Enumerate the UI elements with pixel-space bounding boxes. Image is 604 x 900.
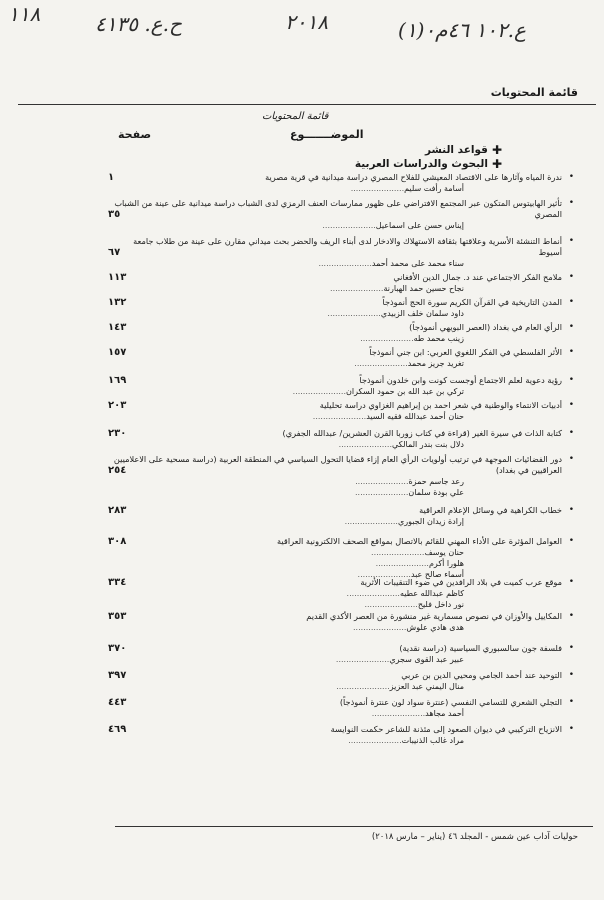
entry-page-number: ١١٣ (108, 272, 127, 283)
entry-author: سناء محمد على محمد أحمد..................... (318, 259, 464, 268)
toc-entry (108, 643, 574, 665)
entry-page-number: ٢٥٤ (108, 465, 127, 476)
bullet-icon: • (568, 400, 574, 410)
handwritten-reference: (١)ع.١٠٢ ٤٦م٠ (398, 18, 526, 42)
toc-entry (108, 198, 574, 231)
entry-title: • موقع عرب كميت في بلاد الرافدين في ضوء التنقيبات الأثرية (360, 577, 574, 587)
entry-page-number: ١٣٢ (108, 297, 127, 308)
entry-title: • تأثير الهابيتوس المتكون عبر المجتمع الافتراضي على ظهور ممارسات العنف الرمزي لدى الشباب دراسة ميدانية على عينة من الشباب المصري (114, 198, 574, 219)
entry-author: مراد غالب الذنيبات..................... (348, 736, 464, 745)
bullet-icon: • (568, 236, 574, 246)
bullet-icon: • (568, 198, 574, 208)
entry-author: كاظم عبدالله عطيه..................... (346, 589, 464, 598)
entry-title: • المكاييل والأوزان في نصوص مسمارية غير منشورة من العصر الأكدي القديم (306, 611, 574, 621)
entry-author: إرادة زيدان الجبوري..................... (344, 517, 464, 526)
bullet-icon: • (568, 428, 574, 438)
entry-page-number: ٦٧ (108, 247, 121, 258)
bullet-icon: • (568, 272, 574, 282)
toc-entry (108, 322, 574, 344)
entry-author: نجاح حسين حمد الهبارنة..................... (330, 284, 464, 293)
entry-title: • دور الفضائيات الموجهة في ترتيب أولويات الرأي العام إزاء قضايا التحول السياسي في المنطقة العربية (دراسة مسحية على الاعلاميين العراقيين في بغداد) (113, 454, 574, 475)
entry-title: • ملامح الفكر الاجتماعي عند د. جمال الدين الأفغاني (393, 272, 574, 282)
entry-author: تغريد جريز محمد..................... (354, 359, 464, 368)
toc-entry (108, 670, 574, 692)
toc-heading: قائمة المحتويات (262, 111, 329, 122)
entry-page-number: ٣٧٠ (108, 643, 127, 654)
entry-author: حنان أحمد عبدالله فقيه السيد..................... (312, 412, 464, 421)
entry-page-number: ١٤٣ (108, 322, 127, 333)
entry-title: • الرأي العام في بغداد (العصر البويهي أنموذجاً) (409, 322, 574, 332)
page-title: قائمة المحتويات (490, 86, 578, 99)
entry-author: حنان يوسف..................... (371, 548, 464, 557)
bullet-icon: • (568, 375, 574, 385)
entry-title: • العوامل المؤثرة على الأداء المهني للقائم بالاتصال بمواقع الصحف الالكترونية العراقية (277, 536, 574, 546)
entry-author: إيناس حسن على اسماعيل..................... (322, 221, 464, 230)
toc-entry (108, 724, 574, 746)
toc-entry (108, 347, 574, 369)
bullet-icon: • (568, 505, 574, 515)
entry-author: منال اليمني عبد العزيز..................... (336, 682, 464, 691)
entry-title: • التجلي الشعري للتسامي النفسي (عنترة سواد لون عنترة أنموذجاً) (339, 697, 574, 707)
entry-title: • التوحيد عند أحمد الجامي ومحيي الدين بن عربي (401, 670, 574, 680)
cross-icon: ✚ (491, 157, 502, 171)
section-publishing-rules: ✚ قواعد النشر (424, 143, 502, 157)
section-arabic-research: ✚ البحوث والدراسات العربية (354, 157, 502, 171)
entry-author: علي بودة سلمان..................... (355, 488, 464, 497)
entry-page-number: ٤٤٣ (108, 697, 127, 708)
bullet-icon: • (568, 643, 574, 653)
toc-entry (108, 536, 574, 580)
entry-author: هلورا أكرم..................... (375, 559, 464, 568)
toc-entry (108, 297, 574, 319)
entry-author: زينب محمد طه..................... (360, 334, 464, 343)
entry-page-number: ٢٣٠ (108, 428, 127, 439)
bullet-icon: • (568, 172, 574, 182)
entry-title: • أنماط التنشئة الأسرية وعلاقتها بثقافة الاستهلاك والادخار لدى أبناء الريف والحضر بحث ميداني مقارن على عينة من طلاب جامعة أسيوط (133, 236, 574, 257)
entry-title: • الانزياح التركيبي في ديوان الصعود إلى مئذنة للشاعر حكمت النوايسة (330, 724, 574, 734)
bullet-icon: • (568, 611, 574, 621)
entry-page-number: ٢٨٣ (108, 505, 127, 516)
entry-author: أحمد مجاهد..................... (371, 709, 464, 718)
entry-author: أسامة رأفت سليم..................... (350, 184, 464, 193)
bullet-icon: • (568, 670, 574, 680)
entry-title: • فلسفة جون سالسبوري السياسية (دراسة نقدية) (399, 643, 574, 653)
toc-entry (108, 505, 574, 527)
entry-title: • خطاب الكراهية في وسائل الإعلام العراقية (419, 505, 574, 515)
entry-author: عبير عبد القوى سجري..................... (335, 655, 464, 664)
entry-page-number: ١٥٧ (108, 347, 127, 358)
bullet-icon: • (568, 536, 574, 546)
entry-page-number: ٤٦٩ (108, 724, 127, 735)
toc-entry (108, 697, 574, 719)
handwritten-catalog-id: ح.ع. ٤١٣٥ (95, 12, 182, 36)
entry-title: • ندرة المياه وآثارها على الاقتصاد المعيشي للفلاح المصري دراسة ميدانية في قرية مصرية (265, 172, 574, 182)
toc-entry (108, 577, 574, 610)
bullet-icon: • (568, 724, 574, 734)
footer-journal: حوليات آداب عين شمس - المجلد ٤٦ (يناير – مارس ٢٠١٨) (371, 832, 578, 842)
header-divider (18, 104, 596, 105)
entry-author: داود سلمان خلف الزبيدي..................... (327, 309, 464, 318)
entry-author: دلال بنت بندر المالكي..................... (338, 440, 464, 449)
bullet-icon: • (568, 697, 574, 707)
entry-page-number: ٣٠٨ (108, 536, 127, 547)
handwritten-number-left: ١١٨ (8, 2, 41, 26)
toc-entry (108, 375, 574, 397)
entry-author: رعد جاسم حمزة..................... (355, 477, 464, 486)
toc-entry (108, 236, 574, 269)
bullet-icon: • (568, 577, 574, 587)
entry-title: • رؤية دعوية لعلم الاجتماع أوجست كونت وابن خلدون أنموذجاً (359, 375, 574, 385)
toc-entry (108, 454, 574, 498)
toc-entry (108, 428, 574, 450)
toc-entry (108, 400, 574, 422)
footer-divider (115, 826, 593, 827)
bullet-icon: • (568, 347, 574, 357)
column-topic-header: الموضـــــــوع (290, 128, 364, 141)
entry-page-number: ١٦٩ (108, 375, 127, 386)
bullet-icon: • (568, 297, 574, 307)
entry-title: • كتابة الذات في سيرة الغير (قراءة في كتاب زوربا القرن العشرين/ عبدالله الجفري) (282, 428, 574, 438)
entry-author: نور داخل فليح..................... (364, 600, 464, 609)
handwritten-year: ٢٠١٨ (285, 10, 328, 34)
entry-page-number: ٣٣٤ (108, 577, 127, 588)
column-page-header: صفحة (118, 128, 152, 141)
entry-author: أسماء صالح عبد..................... (357, 570, 464, 579)
entry-page-number: ١ (108, 172, 115, 183)
entry-title: • أدبيات الانتماء والوطنية في شعر احمد بن إبراهيم الغزاوي دراسة تحليلية (319, 400, 574, 410)
entry-author: تركي بن عبد الله بن حمود السكران..................... (292, 387, 464, 396)
toc-entry (108, 272, 574, 294)
entry-page-number: ٢٠٣ (108, 400, 127, 411)
toc-entry (108, 172, 574, 194)
bullet-icon: • (568, 322, 574, 332)
entry-page-number: ٣٥ (108, 209, 121, 220)
entry-page-number: ٣٥٣ (108, 611, 127, 622)
cross-icon: ✚ (491, 143, 502, 157)
toc-entry (108, 611, 574, 633)
entry-author: هدى هادي علوش..................... (353, 623, 464, 632)
entry-page-number: ٣٩٧ (108, 670, 127, 681)
bullet-icon: • (568, 454, 574, 464)
entry-title: • الأثر الفلسطي في الفكر اللغوي العربي: ابن جني أنموذجاً (369, 347, 574, 357)
entry-title: • المدن التاريخية في القرآن الكريم سورة الحج أنموذجاً (382, 297, 574, 307)
